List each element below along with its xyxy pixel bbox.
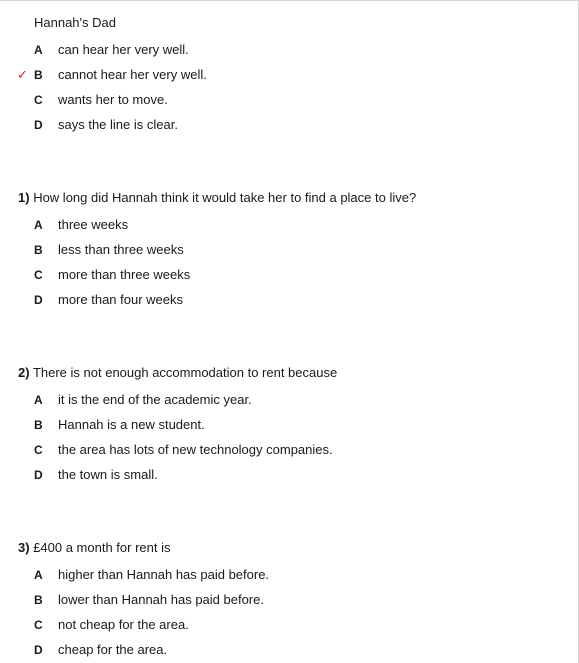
option-text: cannot hear her very well. — [58, 67, 207, 82]
option-letter: A — [34, 568, 43, 582]
speaker-label: Hannah's Dad — [34, 15, 116, 30]
option-letter: B — [34, 243, 43, 257]
option-text: more than three weeks — [58, 267, 191, 282]
option-d[interactable] — [0, 116, 579, 134]
question-text: How long did Hannah think it would take her to find a place to live? — [33, 190, 417, 205]
question-number: 1) — [18, 190, 30, 205]
option-letter: A — [34, 43, 43, 57]
option-text: Hannah is a new student. — [58, 417, 205, 432]
option-a[interactable] — [0, 566, 579, 584]
option-c[interactable] — [0, 91, 579, 109]
option-letter: B — [34, 418, 43, 432]
option-c[interactable] — [0, 266, 579, 284]
option-b[interactable] — [0, 416, 579, 434]
option-d[interactable] — [0, 641, 579, 659]
option-d[interactable] — [0, 466, 579, 484]
question-text: £400 a month for rent is — [33, 540, 171, 555]
option-letter: D — [34, 643, 43, 657]
option-letter: B — [34, 593, 43, 607]
option-letter: A — [34, 393, 43, 407]
option-letter: D — [34, 468, 43, 482]
option-text: cheap for the area. — [58, 642, 168, 657]
option-letter: C — [34, 268, 43, 282]
option-letter: C — [34, 618, 43, 632]
question-title — [18, 365, 337, 381]
option-d[interactable] — [0, 291, 579, 309]
option-a[interactable] — [0, 216, 579, 234]
option-text: it is the end of the academic year. — [58, 392, 252, 407]
option-text: lower than Hannah has paid before. — [58, 592, 264, 607]
correct-check-icon: ✓ — [17, 67, 28, 82]
option-a[interactable] — [0, 391, 579, 409]
option-text: not cheap for the area. — [58, 617, 189, 632]
question-text: There is not enough accommodation to rent because — [32, 365, 338, 380]
option-c[interactable] — [0, 441, 579, 459]
option-text: more than four weeks — [58, 292, 184, 307]
option-text: three weeks — [58, 217, 129, 232]
option-letter: D — [34, 293, 43, 307]
option-b[interactable] — [0, 591, 579, 609]
option-b[interactable] — [0, 66, 579, 84]
option-letter: D — [34, 118, 43, 132]
option-text: the area has lots of new technology companies. — [58, 442, 333, 457]
option-text: wants her to move. — [58, 92, 168, 107]
option-letter: B — [34, 68, 43, 82]
option-b[interactable] — [0, 241, 579, 259]
top-divider — [0, 0, 579, 1]
question-number: 3) — [18, 540, 30, 555]
question-number: 2) — [18, 365, 30, 380]
option-text: higher than Hannah has paid before. — [58, 567, 270, 582]
option-text: says the line is clear. — [58, 117, 178, 132]
option-letter: C — [34, 443, 43, 457]
question-title — [18, 540, 171, 556]
option-text: can hear her very well. — [58, 42, 189, 57]
option-letter: C — [34, 93, 43, 107]
option-text: less than three weeks — [58, 242, 184, 257]
option-a[interactable] — [0, 41, 579, 59]
question-title — [18, 190, 416, 206]
option-c[interactable] — [0, 616, 579, 634]
option-letter: A — [34, 218, 43, 232]
option-text: the town is small. — [58, 467, 158, 482]
